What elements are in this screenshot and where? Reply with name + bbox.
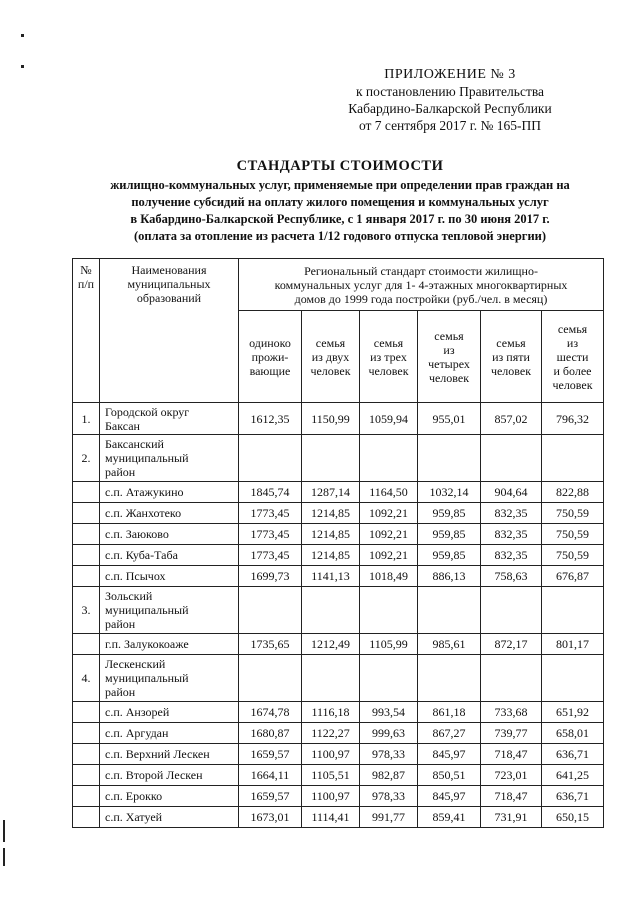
- municipality-name: [100, 786, 239, 807]
- header-col-family-3: семья из трех человек: [360, 311, 418, 403]
- header-col-family-2: семья из двух человек: [302, 311, 360, 403]
- standard-value: [542, 655, 604, 702]
- standard-value: 1773,45: [239, 524, 302, 545]
- row-number: [73, 545, 100, 566]
- standard-value: 959,85: [418, 545, 481, 566]
- municipality-name: [100, 765, 239, 786]
- standard-value: 845,97: [418, 744, 481, 765]
- standard-value: 1141,13: [302, 566, 360, 587]
- table-row: [73, 503, 604, 524]
- header-name: Наименования муниципальных образований: [100, 259, 239, 403]
- row-number: [73, 503, 100, 524]
- table-row: [73, 723, 604, 744]
- standard-value: 1092,21: [360, 503, 418, 524]
- standard-value: 750,59: [542, 503, 604, 524]
- standard-value: 1092,21: [360, 545, 418, 566]
- standard-value: 1105,99: [360, 634, 418, 655]
- municipality-name: [100, 807, 239, 828]
- standard-value: [481, 587, 542, 634]
- table-row: [73, 807, 604, 828]
- standard-value: 1845,74: [239, 482, 302, 503]
- standard-value: [542, 435, 604, 482]
- municipality-name: [100, 403, 239, 435]
- standard-value: 1735,65: [239, 634, 302, 655]
- table-row: [73, 435, 604, 482]
- municipality-name-line: муниципальный: [105, 451, 189, 465]
- row-number: [73, 807, 100, 828]
- row-number: 1.: [73, 403, 100, 435]
- standard-value: 1105,51: [302, 765, 360, 786]
- table-row: [73, 655, 604, 702]
- standard-value: 1659,57: [239, 744, 302, 765]
- standard-value: 1664,11: [239, 765, 302, 786]
- standard-value: [239, 655, 302, 702]
- standard-value: 978,33: [360, 744, 418, 765]
- municipality-name-line: с.п. Псычох: [105, 569, 166, 583]
- standard-value: 955,01: [418, 403, 481, 435]
- municipality-name: [100, 545, 239, 566]
- row-number: [73, 634, 100, 655]
- title-subline: получение субсидий на оплату жилого помещения и коммунальных услуг: [131, 195, 549, 209]
- municipality-name-line: Зольский: [105, 589, 153, 603]
- municipality-name: [100, 702, 239, 723]
- standard-value: 1674,78: [239, 702, 302, 723]
- table-row: [73, 786, 604, 807]
- standard-value: 872,17: [481, 634, 542, 655]
- standard-value: 1612,35: [239, 403, 302, 435]
- standard-value: 733,68: [481, 702, 542, 723]
- standard-value: 651,92: [542, 702, 604, 723]
- table-row: [73, 744, 604, 765]
- standard-value: 850,51: [418, 765, 481, 786]
- standard-value: 1150,99: [302, 403, 360, 435]
- municipality-name-line: с.п. Хатуей: [105, 810, 163, 824]
- municipality-name-line: с.п. Атажукино: [105, 485, 184, 499]
- standard-value: 1122,27: [302, 723, 360, 744]
- standard-value: 832,35: [481, 503, 542, 524]
- standard-value: [360, 655, 418, 702]
- standard-value: 991,77: [360, 807, 418, 828]
- municipality-name: [100, 655, 239, 702]
- appendix-date-line: от 7 сентября 2017 г. № 165-ПП: [358, 118, 542, 133]
- standard-value: 650,15: [542, 807, 604, 828]
- municipality-name: [100, 566, 239, 587]
- standard-value: 718,47: [481, 744, 542, 765]
- municipality-name-line: с.п. Анзорей: [105, 705, 170, 719]
- standards-table: [72, 258, 604, 828]
- standard-value: [418, 435, 481, 482]
- standard-value: 861,18: [418, 702, 481, 723]
- row-number: [73, 482, 100, 503]
- standard-value: 1116,18: [302, 702, 360, 723]
- standard-value: 886,13: [418, 566, 481, 587]
- title-subline: в Кабардино-Балкарской Республике, с 1 января 2017 г. по 30 июня 2017 г.: [130, 212, 550, 226]
- row-number: [73, 524, 100, 545]
- table-row: [73, 702, 604, 723]
- standard-value: [302, 655, 360, 702]
- row-number: [73, 786, 100, 807]
- row-number: 4.: [73, 655, 100, 702]
- title-subline: (оплата за отопление из расчета 1/12 годового отпуска тепловой энергии): [133, 229, 547, 243]
- municipality-name: [100, 587, 239, 634]
- standard-value: 1164,50: [360, 482, 418, 503]
- municipality-name: [100, 482, 239, 503]
- standard-value: 859,41: [418, 807, 481, 828]
- standard-value: [239, 587, 302, 634]
- table-row: [73, 587, 604, 634]
- appendix-reference-line: к постановлению Правительства: [355, 84, 545, 99]
- standard-value: 1773,45: [239, 545, 302, 566]
- standard-value: [542, 587, 604, 634]
- municipality-name-line: г.п. Залукокоаже: [105, 637, 189, 651]
- standard-value: 1659,57: [239, 786, 302, 807]
- table-row: [73, 524, 604, 545]
- municipality-name-line: с.п. Жанхотеко: [105, 506, 182, 520]
- municipality-name-line: район: [105, 465, 136, 479]
- table-row: [73, 566, 604, 587]
- appendix-number: ПРИЛОЖЕНИЕ № 3: [384, 67, 516, 82]
- municipality-name-line: с.п. Куба-Таба: [105, 548, 178, 562]
- standard-value: 867,27: [418, 723, 481, 744]
- municipality-name-line: с.п. Аргудан: [105, 726, 169, 740]
- table-body: [73, 403, 604, 828]
- municipality-name: [100, 744, 239, 765]
- table-row: [73, 403, 604, 435]
- municipality-name-line: с.п. Второй Лескен: [105, 768, 203, 782]
- header-num: № п/п: [73, 259, 100, 403]
- row-number: [73, 566, 100, 587]
- municipality-name-line: с.п. Верхний Лескен: [105, 747, 210, 761]
- standard-value: 1212,49: [302, 634, 360, 655]
- standard-value: [481, 435, 542, 482]
- standard-value: 636,71: [542, 744, 604, 765]
- row-number: 2.: [73, 435, 100, 482]
- standard-value: 1699,73: [239, 566, 302, 587]
- header-col-single: одиноко прожи- вающие: [239, 311, 302, 403]
- standard-value: 636,71: [542, 786, 604, 807]
- row-number: [73, 765, 100, 786]
- standard-value: 718,47: [481, 786, 542, 807]
- standard-value: [360, 435, 418, 482]
- standard-value: 796,32: [542, 403, 604, 435]
- standard-value: 1214,85: [302, 545, 360, 566]
- standard-value: 801,17: [542, 634, 604, 655]
- standard-value: 822,88: [542, 482, 604, 503]
- standard-value: 832,35: [481, 524, 542, 545]
- standard-value: 676,87: [542, 566, 604, 587]
- standard-value: [239, 435, 302, 482]
- standard-value: 1018,49: [360, 566, 418, 587]
- municipality-name: [100, 634, 239, 655]
- scan-mark: [3, 848, 5, 866]
- header-group: Региональный стандарт стоимости жилищно- коммунальных услуг для 1- 4-этажных многоквартирных домов до 1999 года постройки (руб./чел. в месяц): [239, 259, 604, 311]
- standard-value: 1673,01: [239, 807, 302, 828]
- standard-value: 750,59: [542, 524, 604, 545]
- municipality-name-line: Городской округ: [105, 404, 190, 419]
- standard-value: [302, 587, 360, 634]
- standard-value: 993,54: [360, 702, 418, 723]
- header-col-family-6: семья из шести и более человек: [542, 311, 604, 403]
- municipality-name-line: муниципальный: [105, 603, 189, 617]
- standard-value: 985,61: [418, 634, 481, 655]
- municipality-name-line: район: [105, 617, 136, 631]
- standard-value: 750,59: [542, 545, 604, 566]
- standard-value: 731,91: [481, 807, 542, 828]
- municipality-name-line: район: [105, 685, 136, 699]
- row-number: [73, 744, 100, 765]
- standard-value: 1287,14: [302, 482, 360, 503]
- municipality-name-line: с.п. Ерокко: [105, 789, 163, 803]
- appendix-block: [300, 66, 600, 134]
- municipality-name-line: муниципальный: [105, 671, 189, 685]
- standard-value: 845,97: [418, 786, 481, 807]
- table-row: [73, 482, 604, 503]
- title-main: СТАНДАРТЫ СТОИМОСТИ: [236, 158, 444, 174]
- header-col-family-4: семья из четырех человек: [418, 311, 481, 403]
- standard-value: 1773,45: [239, 503, 302, 524]
- municipality-name: [100, 524, 239, 545]
- scan-mark: [3, 820, 5, 842]
- standard-value: [418, 655, 481, 702]
- header-col-family-5: семья из пяти человек: [481, 311, 542, 403]
- document-title: [70, 158, 610, 245]
- standard-value: [302, 435, 360, 482]
- standard-value: 658,01: [542, 723, 604, 744]
- scan-mark: [21, 34, 24, 37]
- standard-value: 982,87: [360, 765, 418, 786]
- standard-value: 832,35: [481, 545, 542, 566]
- standard-value: 723,01: [481, 765, 542, 786]
- standard-value: [360, 587, 418, 634]
- standard-value: 904,64: [481, 482, 542, 503]
- standard-value: 1032,14: [418, 482, 481, 503]
- standard-value: 857,02: [481, 403, 542, 435]
- scan-mark: [21, 65, 24, 68]
- municipality-name: [100, 435, 239, 482]
- standard-value: 1214,85: [302, 524, 360, 545]
- standard-value: [418, 587, 481, 634]
- standard-value: [481, 655, 542, 702]
- row-number: [73, 702, 100, 723]
- standard-value: 641,25: [542, 765, 604, 786]
- municipality-name: [100, 723, 239, 744]
- standard-value: 1114,41: [302, 807, 360, 828]
- standard-value: 1680,87: [239, 723, 302, 744]
- standard-value: 1059,94: [360, 403, 418, 435]
- municipality-name-line: Лескенский: [105, 657, 166, 671]
- standard-value: 1100,97: [302, 786, 360, 807]
- standard-value: 959,85: [418, 524, 481, 545]
- standard-value: 959,85: [418, 503, 481, 524]
- standard-value: 1214,85: [302, 503, 360, 524]
- appendix-reference-line: Кабардино-Балкарской Республики: [348, 101, 552, 116]
- standard-value: 739,77: [481, 723, 542, 744]
- row-number: 3.: [73, 587, 100, 634]
- municipality-name: [100, 503, 239, 524]
- standard-value: 758,63: [481, 566, 542, 587]
- municipality-name-line: с.п. Заюково: [105, 527, 169, 541]
- table-row: [73, 545, 604, 566]
- row-number: [73, 723, 100, 744]
- municipality-name-line: Баксан: [105, 418, 140, 433]
- table-row: [73, 765, 604, 786]
- standard-value: 978,33: [360, 786, 418, 807]
- standard-value: 999,63: [360, 723, 418, 744]
- standard-value: 1100,97: [302, 744, 360, 765]
- municipality-name-line: Баксанский: [105, 437, 164, 451]
- table-row: [73, 634, 604, 655]
- standard-value: 1092,21: [360, 524, 418, 545]
- title-subline: жилищно-коммунальных услуг, применяемые при определении прав граждан на: [110, 178, 570, 192]
